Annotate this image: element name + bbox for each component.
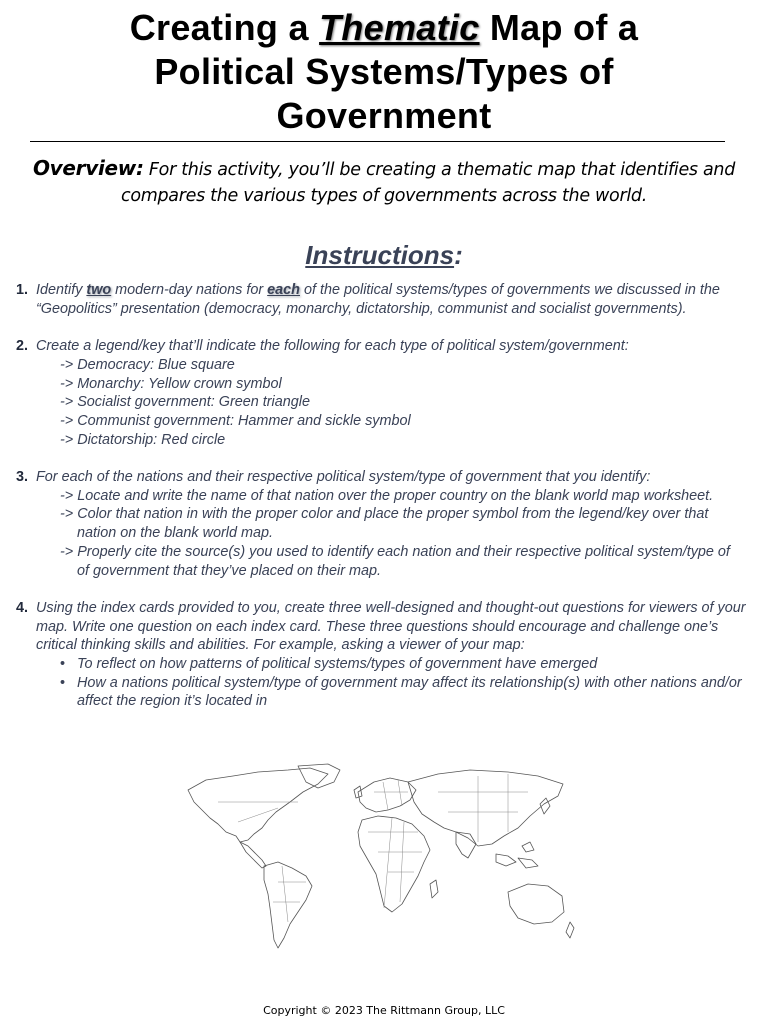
new-zealand-outline	[566, 922, 574, 938]
africa-outline	[358, 816, 430, 912]
india-outline	[456, 832, 476, 858]
sub-item-continued: of government that they’ve placed on their map.	[77, 562, 381, 579]
step-number: 3.	[16, 469, 29, 485]
legend-item-monarchy: -> Monarchy: Yellow crown symbol	[60, 375, 282, 392]
step-number: 2.	[16, 338, 29, 355]
step-number: 4.	[16, 599, 29, 616]
title-text: Map of a	[479, 7, 639, 48]
title-line-1	[0, 6, 768, 50]
step-text: Using the index cards provided to you, create three well-designed and thought-out questions for viewers of your map. Write one question on each index card. These three questions should encourage and challenge one’s critical thinking skills and abilities. For example, asking a viewer of your map:	[36, 599, 746, 654]
overview-paragraph	[20, 155, 748, 209]
overview-label: Overview:	[32, 156, 144, 180]
step-text-part: of the political systems/types of governments we discussed in the “Geopolitics” presentation (democracy, monarchy, dictatorship, communist and socialist governments).	[36, 282, 720, 317]
bullet-item: • How a nations political system/type of government may affect its relationship(s) with other nations and/or affect the region it’s located in	[36, 674, 762, 711]
overview-text: For this activity, you’ll be creating a thematic map that identifies and compares the various types of governments across the world.	[121, 160, 736, 206]
south-america-outline	[264, 862, 312, 948]
sub-item: -> Locate and write the name of that nation over the proper country on the blank world map worksheet.	[60, 487, 714, 504]
step-text: For each of the nations and their respective political system/type of government that you identify:	[36, 469, 651, 485]
title-divider	[30, 141, 725, 142]
central-america-outline	[240, 842, 266, 868]
instructions-heading	[0, 240, 768, 271]
step-3-sublist	[36, 487, 762, 581]
blank-world-map	[178, 762, 578, 962]
instruction-step-1	[16, 281, 762, 318]
europe-outline	[358, 778, 416, 812]
southeast-asia-islands	[496, 842, 538, 868]
instructions-heading-text: Instructions	[305, 240, 455, 270]
legend-item-communist: -> Communist government: Hammer and sickle symbol	[60, 412, 411, 429]
instruction-step-4	[16, 599, 762, 711]
australia-outline	[508, 884, 564, 924]
step-emphasis: each	[267, 282, 300, 298]
title-line-3: Government	[276, 95, 492, 136]
legend-list	[36, 356, 762, 450]
title-text: Creating a	[129, 7, 320, 48]
madagascar-outline	[430, 880, 438, 898]
step-text-part: modern-day nations for	[111, 282, 268, 298]
step-text: Create a legend/key that’ll indicate the following for each type of political system/government:	[36, 338, 629, 355]
instruction-step-3	[16, 468, 762, 580]
legend-item-democracy: -> Democracy: Blue square	[60, 356, 235, 373]
instruction-step-2	[16, 337, 762, 449]
page-title	[0, 6, 768, 138]
bullet-item: • To reflect on how patterns of political systems/types of government have emerged	[36, 655, 762, 674]
step-emphasis: two	[86, 282, 112, 298]
sub-item: -> Properly cite the source(s) you used to identify each nation and their respective political system/type of	[60, 543, 730, 560]
step-text-part: Identify	[36, 282, 87, 298]
greenland-outline	[298, 764, 340, 788]
sub-item-continued: nation on the blank world map.	[77, 525, 273, 542]
title-emphasis: Thematic	[319, 7, 480, 48]
step-text	[36, 281, 762, 318]
step-number: 1.	[16, 282, 29, 298]
north-america-outline	[188, 768, 328, 842]
copyright-footer: Copyright © 2023 The Rittmann Group, LLC	[263, 1004, 505, 1017]
legend-item-socialist: -> Socialist government: Green triangle	[60, 394, 310, 411]
title-line-2: Political Systems/Types of	[154, 51, 614, 92]
country-borders	[218, 774, 528, 922]
legend-item-dictatorship: -> Dictatorship: Red circle	[60, 431, 226, 448]
asia-outline	[408, 770, 563, 846]
instructions-heading-colon: :	[454, 240, 463, 270]
instruction-list	[16, 281, 762, 730]
sub-item: -> Color that nation in with the proper color and place the proper symbol from the legend/key over that	[60, 506, 709, 523]
